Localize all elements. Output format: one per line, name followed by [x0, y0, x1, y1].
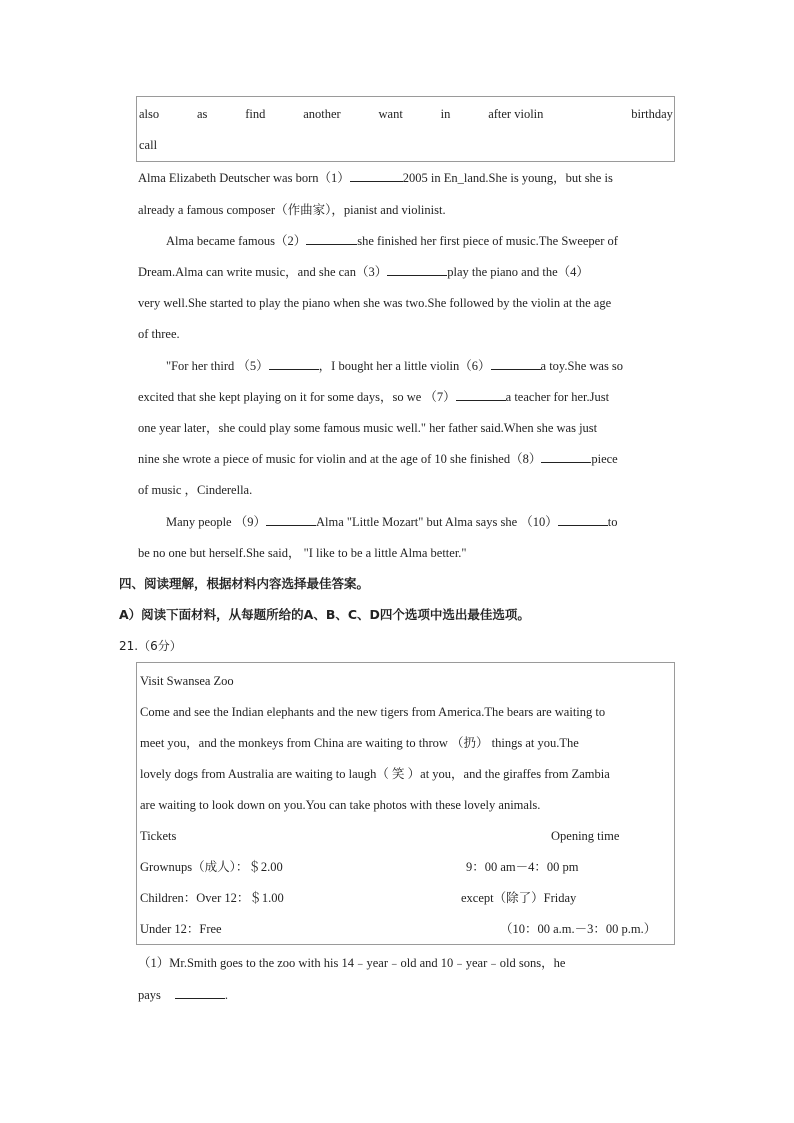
passage-text: play the piano and the（4）: [447, 265, 589, 279]
passage-text: Dream.Alma can write music，and she can（3）: [138, 265, 388, 279]
passage-text: Alma Elizabeth Deutscher was born（1）: [138, 171, 350, 185]
answer-blank-6[interactable]: [491, 358, 541, 370]
zoo-paragraph-line: meet you，and the monkeys from China are waiting to throw （扔） things at you.The: [140, 736, 579, 750]
zoo-paragraph-line: lovely dogs from Australia are waiting to laugh（ 笑 ）at you，and the giraffes from Zambia: [140, 767, 610, 781]
passage-text: 2005 in En_land.She is young，but she is: [402, 171, 613, 185]
zoo-paragraph-line: are waiting to look down on you.You can take photos with these lovely animals.: [140, 798, 541, 812]
word-bank-item: also: [139, 107, 160, 121]
word-bank-item: as: [196, 107, 208, 121]
passage-text: a toy.She was so: [540, 359, 624, 373]
word-bank-item: want: [378, 107, 403, 121]
passage-text: a teacher for her.Just: [505, 390, 610, 404]
word-bank-item: after violin: [488, 107, 544, 121]
passage-line: [166, 358, 623, 374]
except-friday: except（除了）Friday: [461, 891, 577, 905]
under-12-price: Under 12：Free: [140, 922, 222, 936]
passage-line: [138, 451, 618, 467]
answer-blank-2[interactable]: [306, 233, 357, 245]
word-bank-item: another: [303, 107, 341, 121]
passage-line: [166, 233, 674, 249]
grownups-price: Grownups（成人）：＄2.00: [140, 860, 283, 874]
passage-text: "For her third （5）: [166, 359, 269, 373]
children-price: Children：Over 12：＄1.00: [140, 891, 284, 905]
passage-text: excited that she kept playing on it for some days，so we （7）: [138, 390, 456, 404]
passage-text: nine she wrote a piece of music for violin and at the age of 10 she finished（8）: [138, 452, 542, 466]
passage-text: Many people （9）: [166, 515, 266, 529]
question-number: 21.（6分）: [119, 639, 182, 653]
word-bank-row: [139, 106, 673, 122]
opening-hours: 9：00 am－4：00 pm: [466, 860, 579, 874]
answer-blank[interactable]: [175, 987, 225, 999]
passage-text: Alma became famous（2）: [166, 234, 307, 248]
answer-blank-7[interactable]: [456, 389, 506, 401]
word-bank-item: in: [440, 107, 451, 121]
question-line: pays .: [138, 988, 229, 1002]
passage-line: [138, 170, 674, 186]
word-bank-item: find: [245, 107, 266, 121]
word-bank-item: call: [139, 138, 158, 152]
passage-text: she finished her first piece of music.The Sweeper of: [357, 234, 618, 248]
answer-blank-3[interactable]: [387, 264, 447, 276]
passage-text: to: [607, 515, 618, 529]
passage-line: already a famous composer（作曲家），pianist and violinist.: [138, 203, 446, 217]
passage-line: [138, 389, 609, 405]
passage-line: one year later，she could play some famous music well." her father said.When she was just: [138, 421, 598, 435]
section-heading: 四、阅读理解，根据材料内容选择最佳答案。: [119, 576, 370, 591]
tickets-label: Tickets: [140, 829, 177, 843]
passage-line: very well.She started to play the piano when she was two.She followed by the violin at the age: [138, 296, 612, 310]
answer-blank-1[interactable]: [350, 170, 403, 182]
question-text: pays: [138, 988, 161, 1002]
passage-line: of three.: [138, 327, 180, 341]
passage-text: piece: [591, 452, 618, 466]
passage-line: of music ，Cinderella.: [138, 483, 253, 497]
answer-blank-8[interactable]: [541, 451, 591, 463]
passage-line: [138, 264, 674, 280]
opening-time-label: Opening time: [551, 829, 620, 843]
zoo-title: Visit Swansea Zoo: [140, 674, 234, 688]
zoo-paragraph-line: Come and see the Indian elephants and the new tigers from America.The bears are waiting to: [140, 705, 606, 719]
answer-blank-5[interactable]: [269, 358, 319, 370]
passage-line: [166, 514, 618, 530]
passage-line: be no one but herself.She said， "I like to be a little Alma better.": [138, 546, 467, 560]
word-bank-item: birthday: [631, 107, 673, 121]
answer-blank-9[interactable]: [266, 514, 316, 526]
answer-blank-10[interactable]: [558, 514, 608, 526]
question-line: （1）Mr.Smith goes to the zoo with his 14﹣year﹣old and 10﹣year﹣old sons，he: [138, 956, 566, 970]
friday-hours: （10：00 a.m.－3：00 p.m.）: [500, 922, 657, 936]
passage-text: Alma "Little Mozart" but Alma says she （10）: [315, 515, 558, 529]
section-sub-heading: A）阅读下面材料，从每题所给的A、B、C、D四个选项中选出最佳选项。: [119, 607, 530, 622]
passage-text: ，I bought her a little violin（6）: [318, 359, 491, 373]
